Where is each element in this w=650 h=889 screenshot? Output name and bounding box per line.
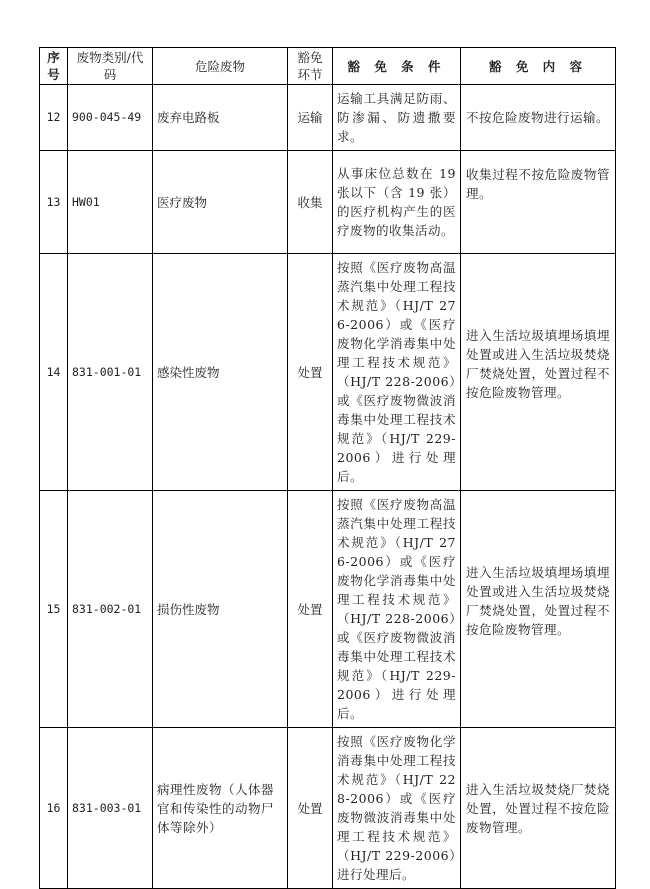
header-stage: 豁免环节 xyxy=(288,48,333,85)
row-code: 831-001-01 xyxy=(68,254,153,491)
row-waste: 损伤性废物 xyxy=(153,491,288,728)
row-stage: 处置 xyxy=(288,728,333,889)
row-content: 进入生活垃圾焚烧厂焚烧处置，处置过程不按危险废物管理。 xyxy=(461,728,616,889)
row-code: 900-045-49 xyxy=(68,85,153,151)
row-index: 15 xyxy=(40,491,68,728)
table-row xyxy=(40,728,616,889)
row-condition: 按照《医疗废物高温蒸汽集中处理工程技术规范》（HJ/T 276-2006）或《医疗废物化学消毒集中处理工程技术规范》（HJ/T 228-2006）或《医疗废物微波消毒集中处理工程技术规范》（HJ/T 229-2006）进行处理后。 xyxy=(333,491,461,728)
row-condition: 从事床位总数在 19 张以下（含 19 张）的医疗机构产生的医疗废物的收集活动。 xyxy=(333,151,461,254)
row-code: HW01 xyxy=(68,151,153,254)
row-stage: 处置 xyxy=(288,254,333,491)
row-index: 14 xyxy=(40,254,68,491)
table-row xyxy=(40,254,616,491)
row-content: 收集过程不按危险废物管理。 xyxy=(461,151,616,254)
row-code: 831-003-01 xyxy=(68,728,153,889)
row-content: 进入生活垃圾填埋场填埋处置或进入生活垃圾焚烧厂焚烧处置，处置过程不按危险废物管理。 xyxy=(461,491,616,728)
row-condition: 按照《医疗废物高温蒸汽集中处理工程技术规范》（HJ/T 276-2006）或《医疗废物化学消毒集中处理工程技术规范》（HJ/T 228-2006）或《医疗废物微波消毒集中处理工程技术规范》（HJ/T 229-2006）进行处理后。 xyxy=(333,254,461,491)
table-row xyxy=(40,151,616,254)
row-condition: 运输工具满足防雨、防渗漏、防遗撒要求。 xyxy=(333,85,461,151)
header-code: 废物类别/代码 xyxy=(68,48,153,85)
row-code: 831-002-01 xyxy=(68,491,153,728)
row-waste: 废弃电路板 xyxy=(153,85,288,151)
header-content: 豁 免 内 容 xyxy=(461,48,616,85)
row-index: 13 xyxy=(40,151,68,254)
row-stage: 运输 xyxy=(288,85,333,151)
exemption-table xyxy=(39,47,616,889)
row-index: 16 xyxy=(40,728,68,889)
header-condition: 豁 免 条 件 xyxy=(333,48,461,85)
row-stage: 处置 xyxy=(288,491,333,728)
row-stage: 收集 xyxy=(288,151,333,254)
table-row xyxy=(40,491,616,728)
row-condition: 按照《医疗废物化学消毒集中处理工程技术规范》（HJ/T 228-2006）或《医疗废物微波消毒集中处理工程技术规范》（HJ/T 229-2006）进行处理后。 xyxy=(333,728,461,889)
row-waste: 感染性废物 xyxy=(153,254,288,491)
row-content: 不按危险废物进行运输。 xyxy=(461,85,616,151)
table-row xyxy=(40,85,616,151)
header-waste: 危险废物 xyxy=(153,48,288,85)
header-row xyxy=(40,48,616,85)
row-content: 进入生活垃圾填埋场填埋处置或进入生活垃圾焚烧厂焚烧处置，处置过程不按危险废物管理。 xyxy=(461,254,616,491)
row-waste: 病理性废物（人体器官和传染性的动物尸体等除外） xyxy=(153,728,288,889)
header-index: 序号 xyxy=(40,48,68,85)
row-waste: 医疗废物 xyxy=(153,151,288,254)
row-index: 12 xyxy=(40,85,68,151)
